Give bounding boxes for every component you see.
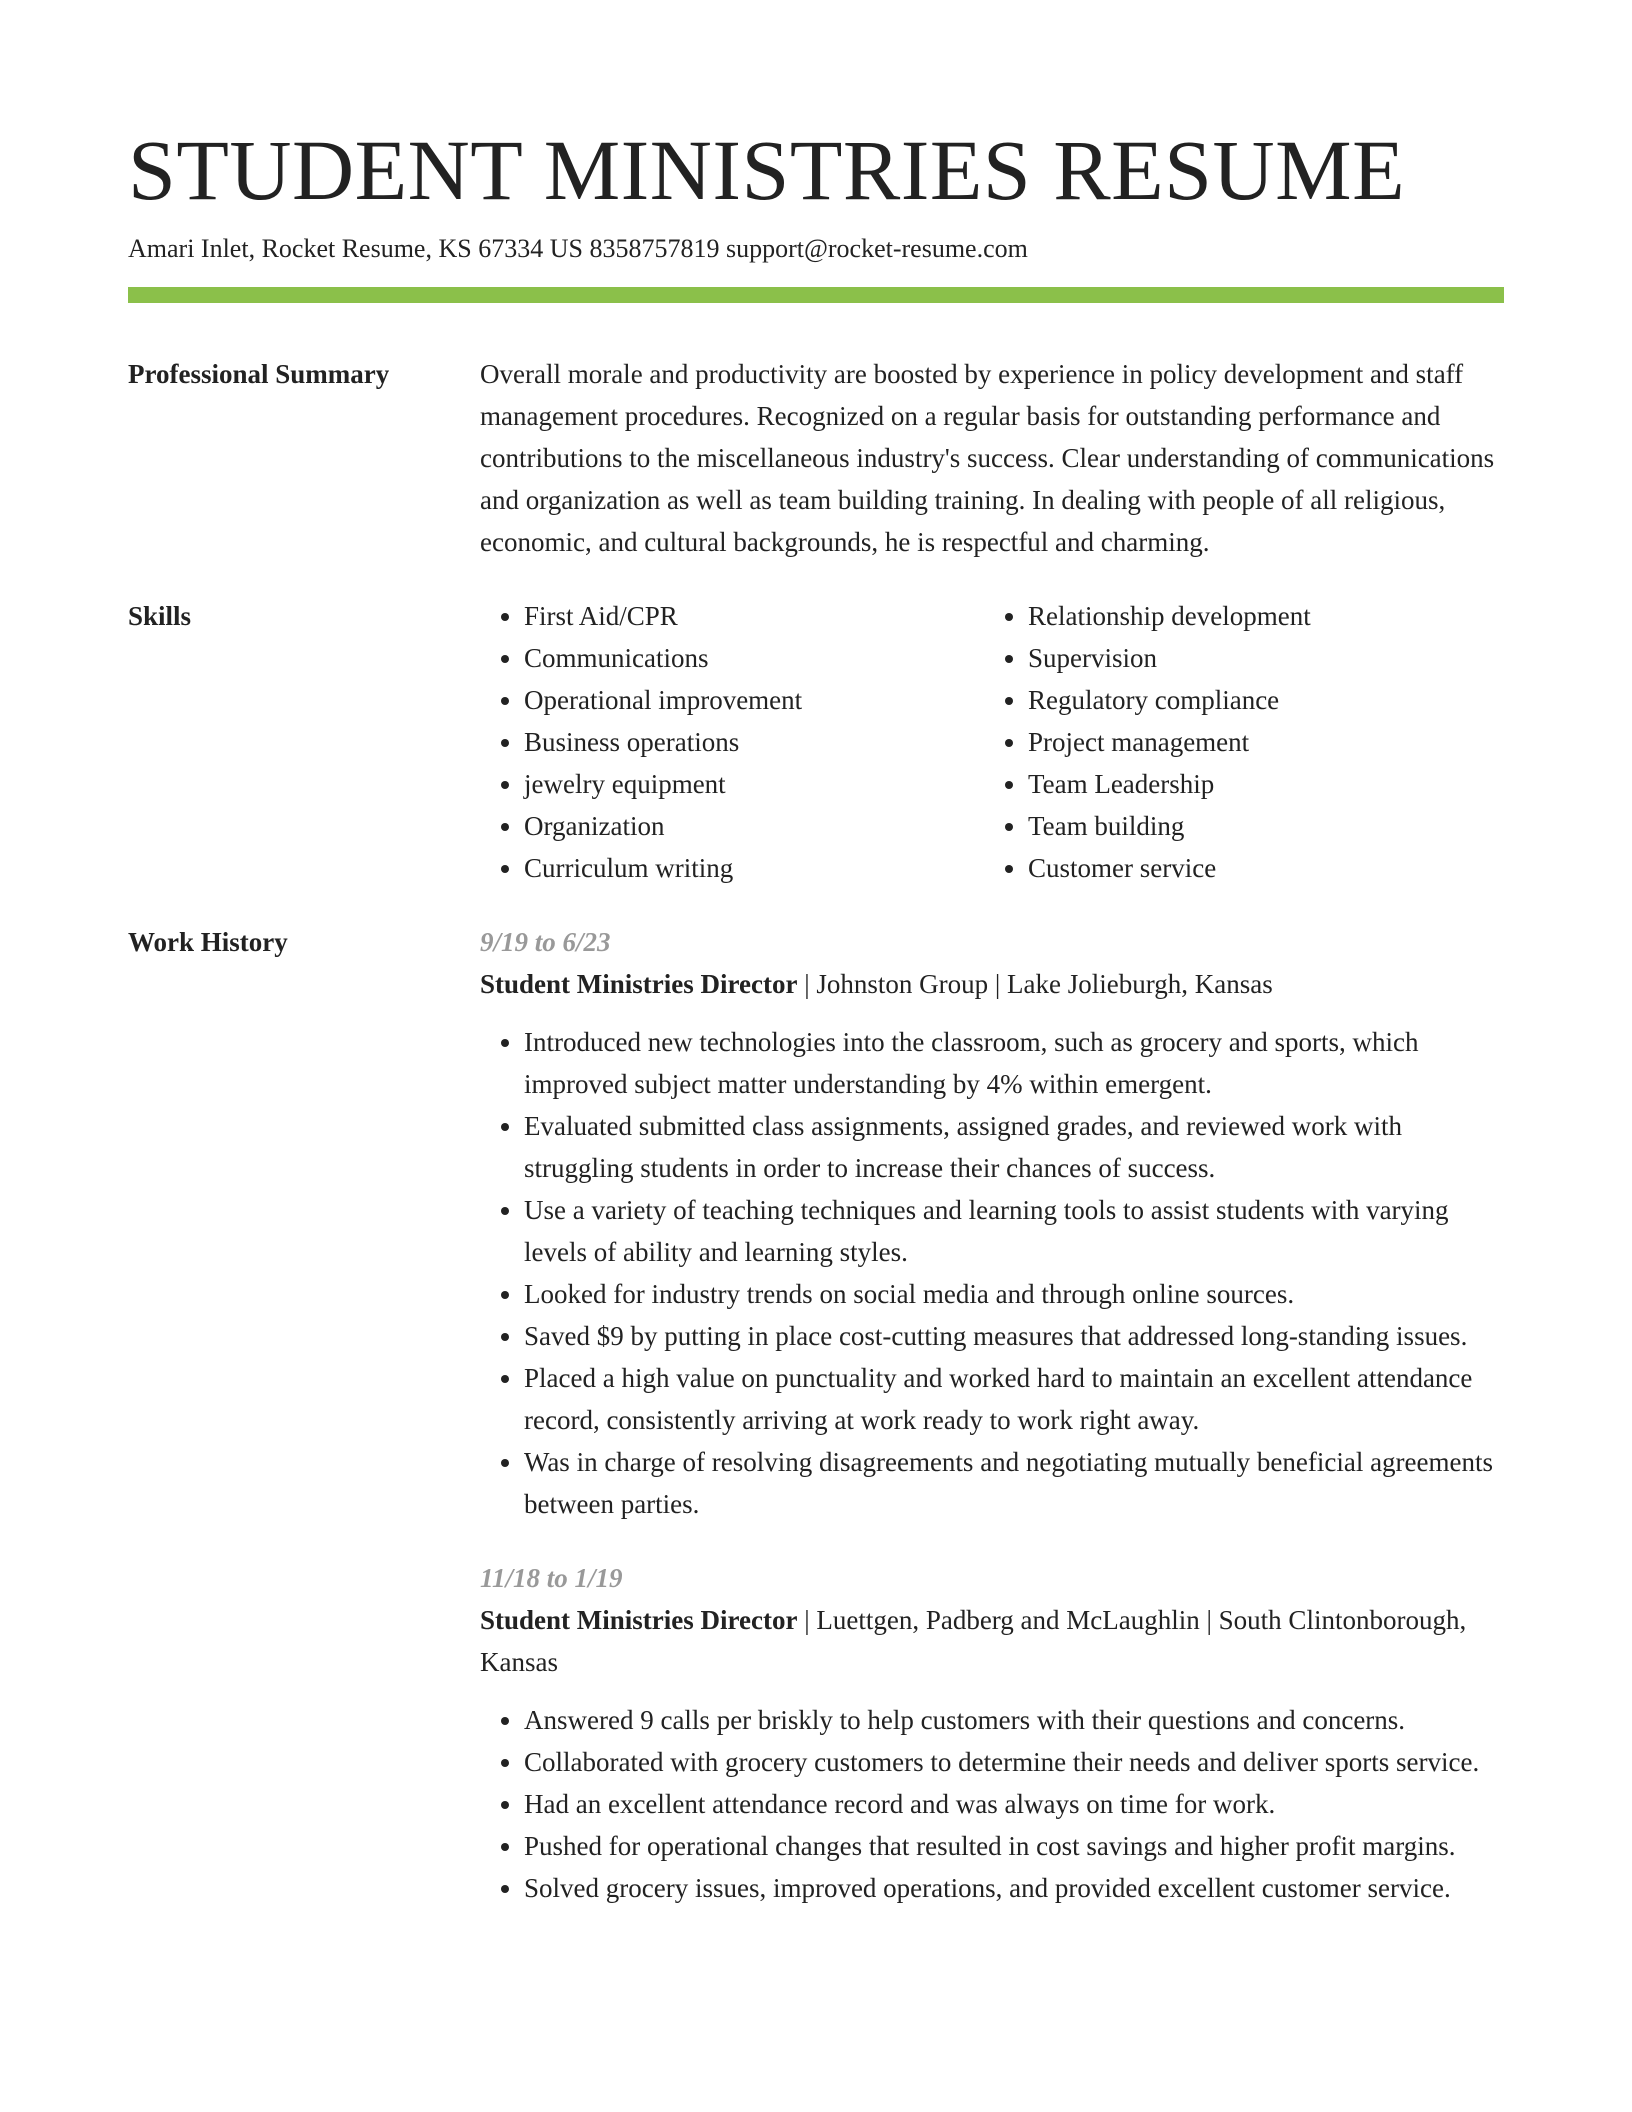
skill-item: • Communications bbox=[524, 637, 984, 679]
contact-line: Amari Inlet, Rocket Resume, KS 67334 US 8358757819 support@rocket-resume.com bbox=[128, 234, 1028, 263]
job-bullet: • Collaborated with grocery customers to determine their needs and deliver sports service. bbox=[524, 1741, 1504, 1783]
skill-item: • Team building bbox=[1028, 805, 1488, 847]
skills-list-right bbox=[984, 595, 1488, 889]
job-bullet: • Looked for industry trends on social media and through online sources. bbox=[524, 1273, 1504, 1315]
job-bullet-list bbox=[480, 1021, 1504, 1525]
skill-item: • Supervision bbox=[1028, 637, 1488, 679]
skill-item: • Business operations bbox=[524, 721, 984, 763]
section-heading-work: Work History bbox=[128, 927, 288, 957]
job-employer-location: | Johnston Group | Lake Jolieburgh, Kansas bbox=[797, 969, 1273, 999]
skill-item: • Operational improvement bbox=[524, 679, 984, 721]
job-bullet: • Use a variety of teaching techniques and learning tools to assist students with varying levels of ability and learning styles. bbox=[524, 1189, 1504, 1273]
summary-text: Overall morale and productivity are boosted by experience in policy development and staff management procedures. Recognized on a regular basis for outstanding performance and contributions to the miscellaneous industry's success. Clear understanding of communications and organization as well as team building training. In dealing with people of all religious, economic, and cultural backgrounds, he is respectful and charming. bbox=[480, 359, 1495, 557]
section-heading-skills: Skills bbox=[128, 601, 192, 631]
work-history-section bbox=[128, 921, 1504, 1941]
skill-item: • First Aid/CPR bbox=[524, 595, 984, 637]
skill-item: • Relationship development bbox=[1028, 595, 1488, 637]
section-heading-summary: Professional Summary bbox=[128, 359, 390, 389]
job-title-line bbox=[480, 963, 1504, 1005]
skill-item: • Organization bbox=[524, 805, 984, 847]
job-employer-location: | Luettgen, Padberg and McLaughlin | South Clintonborough, Kansas bbox=[480, 1605, 1467, 1677]
job-bullet-list bbox=[480, 1699, 1504, 1909]
professional-summary-section bbox=[128, 353, 1504, 563]
summary-body bbox=[480, 353, 1504, 563]
job-bullet: • Solved grocery issues, improved operations, and provided excellent customer service. bbox=[524, 1867, 1504, 1909]
job-entry bbox=[480, 1557, 1504, 1909]
job-bullet: • Introduced new technologies into the classroom, such as grocery and sports, which improved subject matter understanding by 4% within emergent. bbox=[524, 1021, 1504, 1105]
job-title: Student Ministries Director bbox=[480, 1605, 798, 1635]
job-bullet: • Had an excellent attendance record and was always on time for work. bbox=[524, 1783, 1504, 1825]
skill-item: • jewelry equipment bbox=[524, 763, 984, 805]
skills-list-left bbox=[480, 595, 984, 889]
job-bullet: • Evaluated submitted class assignments, assigned grades, and reviewed work with struggling students in order to increase their chances of success. bbox=[524, 1105, 1504, 1189]
skill-item: • Team Leadership bbox=[1028, 763, 1488, 805]
job-title: Student Ministries Director bbox=[480, 969, 798, 999]
skill-item: • Curriculum writing bbox=[524, 847, 984, 889]
job-bullet: • Placed a high value on punctuality and worked hard to maintain an excellent attendance record, consistently arriving at work ready to work right away. bbox=[524, 1357, 1504, 1441]
job-dates: 11/18 to 1/19 bbox=[480, 1563, 623, 1593]
skill-item: • Regulatory compliance bbox=[1028, 679, 1488, 721]
resume-page bbox=[128, 120, 1504, 1941]
job-entry bbox=[480, 921, 1504, 1525]
job-title-line bbox=[480, 1599, 1504, 1683]
skills-columns bbox=[480, 595, 1504, 889]
resume-title: STUDENT MINISTRIES RESUME bbox=[128, 122, 1406, 218]
job-bullet: • Was in charge of resolving disagreements and negotiating mutually beneficial agreements between parties. bbox=[524, 1441, 1504, 1525]
skills-section bbox=[128, 595, 1504, 889]
job-dates: 9/19 to 6/23 bbox=[480, 927, 611, 957]
job-bullet: • Answered 9 calls per briskly to help customers with their questions and concerns. bbox=[524, 1699, 1504, 1741]
work-history-body bbox=[480, 921, 1504, 1941]
skill-item: • Customer service bbox=[1028, 847, 1488, 889]
job-bullet: • Pushed for operational changes that resulted in cost savings and higher profit margins. bbox=[524, 1825, 1504, 1867]
skills-body bbox=[480, 595, 1504, 889]
skill-item: • Project management bbox=[1028, 721, 1488, 763]
accent-divider bbox=[128, 287, 1504, 303]
job-bullet: • Saved $9 by putting in place cost-cutting measures that addressed long-standing issues. bbox=[524, 1315, 1504, 1357]
